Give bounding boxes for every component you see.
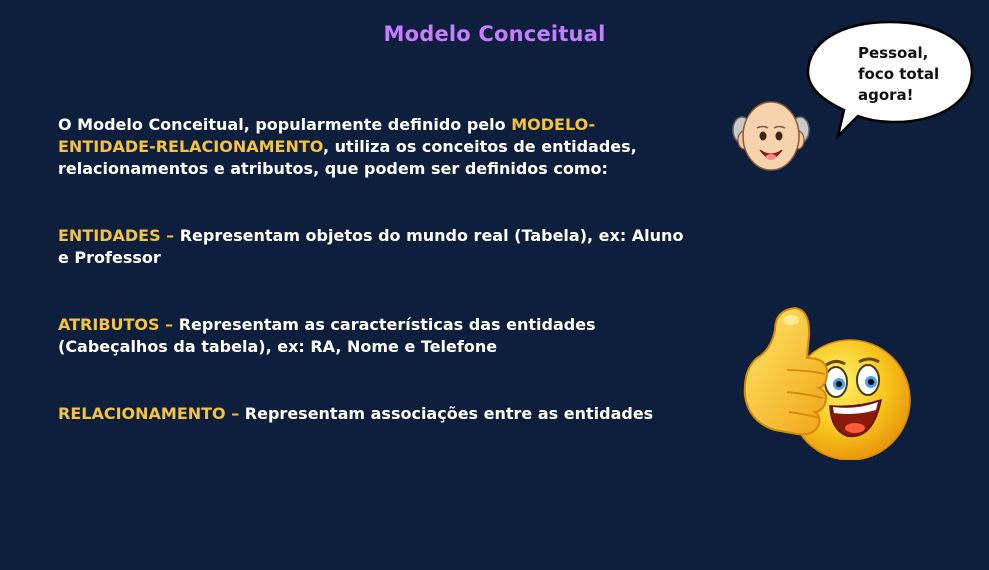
intro-text-end: , utiliza os conceitos de entidades, relacionamentos e atributos, que podem ser definidos como: <box>58 137 637 178</box>
speech-bubble-text: Pessoal, foco total agora! <box>858 44 940 104</box>
intro-highlight: MODELO-ENTIDADE-RELACIONAMENTO <box>58 115 596 156</box>
definition-atributos <box>58 314 698 358</box>
definition-term: ENTIDADES – <box>58 226 180 245</box>
definition-relacionamento <box>58 403 698 425</box>
definition-entidades <box>58 225 698 269</box>
definition-text: Representam associações entre as entidades <box>244 404 654 423</box>
thumbs-up-emoji-icon <box>735 300 920 460</box>
intro-text-start: O Modelo Conceitual, popularmente definido pelo <box>58 115 512 134</box>
old-man-face-icon <box>730 96 812 174</box>
definition-term: ATRIBUTOS – <box>58 315 179 334</box>
definition-text: Representam objetos do mundo real (Tabela), ex: Aluno e Professor <box>58 226 684 267</box>
definition-term: RELACIONAMENTO – <box>58 404 245 423</box>
definition-text: Representam as características das entidades (Cabeçalhos da tabela), ex: RA, Nome e Telefone <box>58 315 596 356</box>
speech-bubble <box>800 18 980 143</box>
slide-title: Modelo Conceitual <box>383 22 606 46</box>
intro-paragraph <box>58 114 678 180</box>
